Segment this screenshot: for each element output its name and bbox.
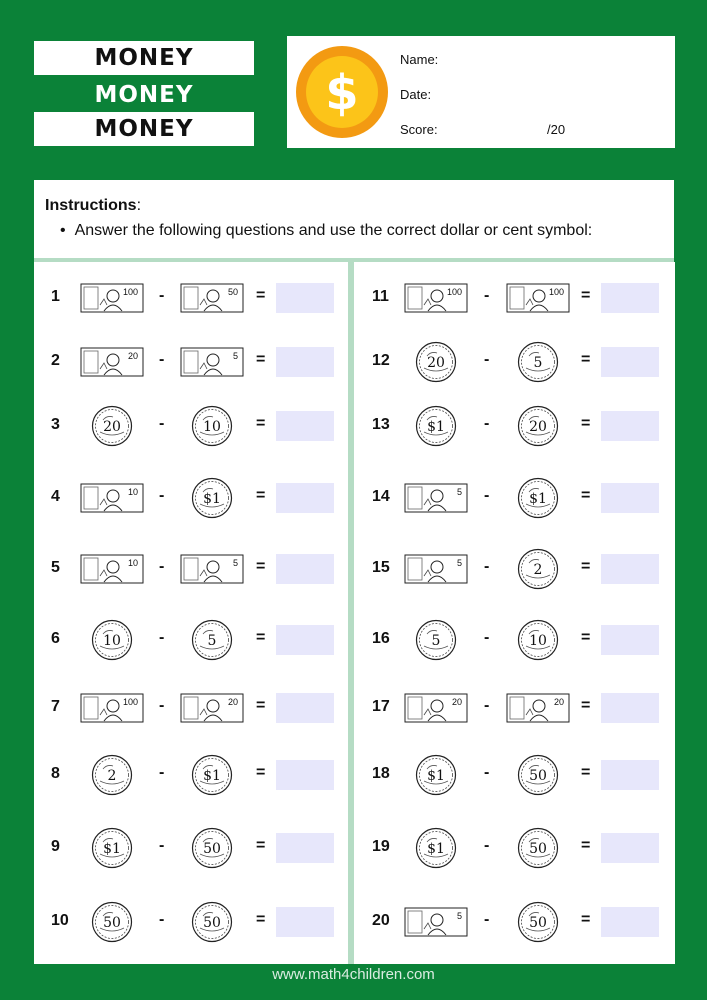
equals-sign: = (256, 697, 266, 714)
coin-icon (91, 619, 133, 661)
coin-value: 10 (203, 419, 221, 435)
question-number: 9 (51, 838, 60, 855)
banknote-icon (404, 554, 468, 584)
answer-field[interactable] (276, 907, 334, 937)
banknote (404, 283, 468, 318)
question-row (34, 688, 348, 728)
question-row (34, 342, 348, 382)
coin (517, 754, 559, 801)
coin-icon (517, 405, 559, 447)
question-row (354, 688, 675, 728)
coin (415, 619, 457, 666)
equals-sign: = (256, 764, 266, 781)
minus-sign: - (159, 697, 165, 714)
minus-sign: - (159, 287, 165, 304)
coin-icon (91, 827, 133, 869)
banknote (180, 347, 244, 382)
minus-sign: - (159, 911, 165, 928)
question-row (354, 755, 675, 795)
banknote-icon (180, 554, 244, 584)
answer-field[interactable] (601, 693, 659, 723)
equals-sign: = (581, 837, 591, 854)
question-number: 16 (372, 630, 390, 647)
date-label: Date: (400, 87, 432, 102)
note-value: 100 (122, 697, 138, 707)
banknote (404, 554, 468, 589)
equals-sign: = (581, 764, 591, 781)
equals-sign: = (256, 351, 266, 368)
coin-icon (517, 548, 559, 590)
question-row (354, 342, 675, 382)
coin-icon (517, 754, 559, 796)
question-row (34, 755, 348, 795)
minus-sign: - (484, 697, 490, 714)
minus-sign: - (159, 415, 165, 432)
coin (191, 754, 233, 801)
note-value: 5 (456, 487, 462, 497)
question-number: 2 (51, 352, 60, 369)
coin (517, 341, 559, 388)
coin-value: 5 (207, 633, 217, 649)
coin-icon (91, 901, 133, 943)
coin-value: 5 (533, 355, 543, 371)
coin-icon (517, 341, 559, 383)
coin-value: 50 (529, 841, 547, 857)
coin-value: 2 (533, 562, 543, 578)
coin-icon (191, 901, 233, 943)
answer-field[interactable] (276, 483, 334, 513)
title-money-1: MONEY (34, 41, 254, 75)
banknote-icon (180, 347, 244, 377)
question-row (34, 278, 348, 318)
equals-sign: = (581, 911, 591, 928)
equals-sign: = (256, 487, 266, 504)
coin (191, 827, 233, 874)
note-value: 5 (232, 351, 238, 361)
coin-icon (415, 754, 457, 796)
question-number: 11 (372, 288, 389, 305)
banknote (404, 693, 468, 728)
coin-icon (517, 619, 559, 661)
minus-sign: - (484, 415, 490, 432)
coin-icon (517, 477, 559, 519)
instructions-heading: Instructions: (45, 197, 142, 214)
equals-sign: = (256, 415, 266, 432)
coin-value: $1 (103, 841, 121, 857)
coin-value: 50 (203, 841, 221, 857)
banknote-icon (404, 283, 468, 313)
question-row (34, 478, 348, 518)
coin-value: 5 (431, 633, 441, 649)
banknote (80, 483, 144, 518)
coin (191, 405, 233, 452)
dollar-symbol: $ (325, 65, 359, 121)
question-number: 8 (51, 765, 60, 782)
answer-field[interactable] (601, 625, 659, 655)
question-row (354, 620, 675, 660)
minus-sign: - (159, 629, 165, 646)
question-number: 18 (372, 765, 390, 782)
coin-icon (191, 405, 233, 447)
question-row (34, 406, 348, 446)
banknote (80, 283, 144, 318)
coin-icon (91, 405, 133, 447)
question-row (34, 828, 348, 868)
name-label: Name: (400, 52, 439, 67)
banknote (404, 483, 468, 518)
coin (517, 477, 559, 524)
coin (91, 405, 133, 452)
answer-field[interactable] (276, 625, 334, 655)
question-number: 1 (51, 288, 60, 305)
banknote-icon (80, 283, 144, 313)
equals-sign: = (581, 351, 591, 368)
student-info-box (287, 36, 675, 148)
note-value: 100 (122, 287, 138, 297)
question-number: 15 (372, 559, 390, 576)
question-row (34, 549, 348, 589)
banknote (180, 693, 244, 728)
minus-sign: - (159, 487, 165, 504)
note-value: 100 (446, 287, 462, 297)
coin (91, 754, 133, 801)
coin-icon (91, 754, 133, 796)
coin-value: $1 (203, 768, 221, 784)
coin (191, 901, 233, 948)
minus-sign: - (159, 764, 165, 781)
question-number: 7 (51, 698, 60, 715)
note-value: 20 (227, 697, 238, 707)
banknote-icon (180, 283, 244, 313)
score-label: Score: (400, 122, 438, 137)
answer-field[interactable] (601, 833, 659, 863)
equals-sign: = (256, 629, 266, 646)
minus-sign: - (484, 558, 490, 575)
banknote (80, 347, 144, 382)
minus-sign: - (484, 837, 490, 854)
answer-field[interactable] (601, 283, 659, 313)
question-row (354, 278, 675, 318)
coin-icon (191, 827, 233, 869)
coin-value: 10 (529, 633, 547, 649)
coin-value: $1 (529, 491, 547, 507)
questions-panel-right (354, 262, 675, 964)
coin (517, 405, 559, 452)
note-value: 10 (127, 487, 138, 497)
coin-value: 20 (529, 419, 547, 435)
banknote-icon (404, 483, 468, 513)
answer-field[interactable] (276, 693, 334, 723)
title-money-3: MONEY (34, 112, 254, 146)
banknote (506, 283, 570, 318)
equals-sign: = (581, 697, 591, 714)
question-number: 6 (51, 630, 60, 647)
banknote-icon (506, 693, 570, 723)
question-row (354, 902, 675, 942)
coin-value: 50 (103, 915, 121, 931)
note-value: 20 (451, 697, 462, 707)
coin-value: $1 (203, 491, 221, 507)
equals-sign: = (256, 558, 266, 575)
banknote-icon (506, 283, 570, 313)
answer-field[interactable] (276, 554, 334, 584)
question-number: 4 (51, 488, 60, 505)
coin-icon (415, 619, 457, 661)
coin (191, 619, 233, 666)
equals-sign: = (256, 287, 266, 304)
answer-field[interactable] (276, 347, 334, 377)
coin (415, 405, 457, 452)
note-value: 20 (127, 351, 138, 361)
coin-icon (517, 901, 559, 943)
question-number: 5 (51, 559, 60, 576)
question-number: 10 (51, 912, 69, 929)
question-number: 14 (372, 488, 390, 505)
equals-sign: = (581, 287, 591, 304)
question-number: 20 (372, 912, 390, 929)
coin (415, 754, 457, 801)
answer-field[interactable] (601, 907, 659, 937)
question-row (34, 902, 348, 942)
question-number: 12 (372, 352, 390, 369)
coin-icon (517, 827, 559, 869)
question-number: 19 (372, 838, 390, 855)
banknote-icon (404, 693, 468, 723)
minus-sign: - (484, 487, 490, 504)
question-number: 3 (51, 416, 60, 433)
coin (517, 901, 559, 948)
minus-sign: - (159, 351, 165, 368)
dollar-coin-icon (295, 45, 389, 139)
instructions-text: • Answer the following questions and use the correct dollar or cent symbol: (60, 222, 592, 240)
equals-sign: = (581, 558, 591, 575)
question-row (354, 478, 675, 518)
note-value: 5 (456, 911, 462, 921)
minus-sign: - (484, 911, 490, 928)
title-money-2: MONEY (34, 78, 254, 112)
banknote-icon (80, 483, 144, 513)
equals-sign: = (581, 487, 591, 504)
question-row (354, 828, 675, 868)
coin-value: $1 (427, 841, 445, 857)
coin-value: 10 (103, 633, 121, 649)
note-value: 5 (456, 558, 462, 568)
minus-sign: - (484, 287, 490, 304)
minus-sign: - (484, 351, 490, 368)
coin (91, 827, 133, 874)
banknote-icon (404, 907, 468, 937)
banknote (80, 554, 144, 589)
answer-field[interactable] (601, 347, 659, 377)
answer-field[interactable] (276, 760, 334, 790)
note-value: 10 (127, 558, 138, 568)
coin (91, 619, 133, 666)
minus-sign: - (159, 558, 165, 575)
minus-sign: - (484, 764, 490, 781)
note-value: 50 (227, 287, 238, 297)
note-value: 5 (232, 558, 238, 568)
question-row (354, 549, 675, 589)
coin-value: 50 (203, 915, 221, 931)
banknote-icon (80, 347, 144, 377)
question-row (34, 620, 348, 660)
coin-icon (415, 341, 457, 383)
coin-value: 20 (103, 419, 121, 435)
answer-field[interactable] (276, 411, 334, 441)
minus-sign: - (484, 629, 490, 646)
question-number: 17 (372, 698, 390, 715)
answer-field[interactable] (601, 554, 659, 584)
answer-field[interactable] (601, 760, 659, 790)
banknote (180, 554, 244, 589)
equals-sign: = (581, 415, 591, 432)
coin-icon (415, 827, 457, 869)
answer-field[interactable] (601, 411, 659, 441)
question-number: 13 (372, 416, 390, 433)
banknote (506, 693, 570, 728)
coin (517, 548, 559, 595)
score-total: /20 (547, 122, 566, 137)
equals-sign: = (256, 911, 266, 928)
coin (517, 619, 559, 666)
note-value: 20 (553, 697, 564, 707)
coin-value: 50 (529, 768, 547, 784)
banknote (180, 283, 244, 318)
banknote-icon (180, 693, 244, 723)
note-value: 100 (548, 287, 564, 297)
coin-value: 20 (427, 355, 445, 371)
coin (415, 341, 457, 388)
coin (91, 901, 133, 948)
coin (517, 827, 559, 874)
banknote (404, 907, 468, 942)
banknote (80, 693, 144, 728)
equals-sign: = (581, 629, 591, 646)
answer-field[interactable] (276, 833, 334, 863)
questions-panel-left (34, 262, 348, 964)
coin (191, 477, 233, 524)
coin-value: $1 (427, 768, 445, 784)
answer-field[interactable] (276, 283, 334, 313)
coin-value: 2 (107, 768, 117, 784)
equals-sign: = (256, 837, 266, 854)
banknote-icon (80, 693, 144, 723)
coin-icon (191, 477, 233, 519)
question-row (354, 406, 675, 446)
coin-icon (415, 405, 457, 447)
coin (415, 827, 457, 874)
instructions-box (34, 180, 674, 258)
coin-value: 50 (529, 915, 547, 931)
coin-value: $1 (427, 419, 445, 435)
coin-icon (191, 619, 233, 661)
answer-field[interactable] (601, 483, 659, 513)
coin-icon (191, 754, 233, 796)
footer-url: www.math4children.com (272, 966, 435, 983)
minus-sign: - (159, 837, 165, 854)
banknote-icon (80, 554, 144, 584)
